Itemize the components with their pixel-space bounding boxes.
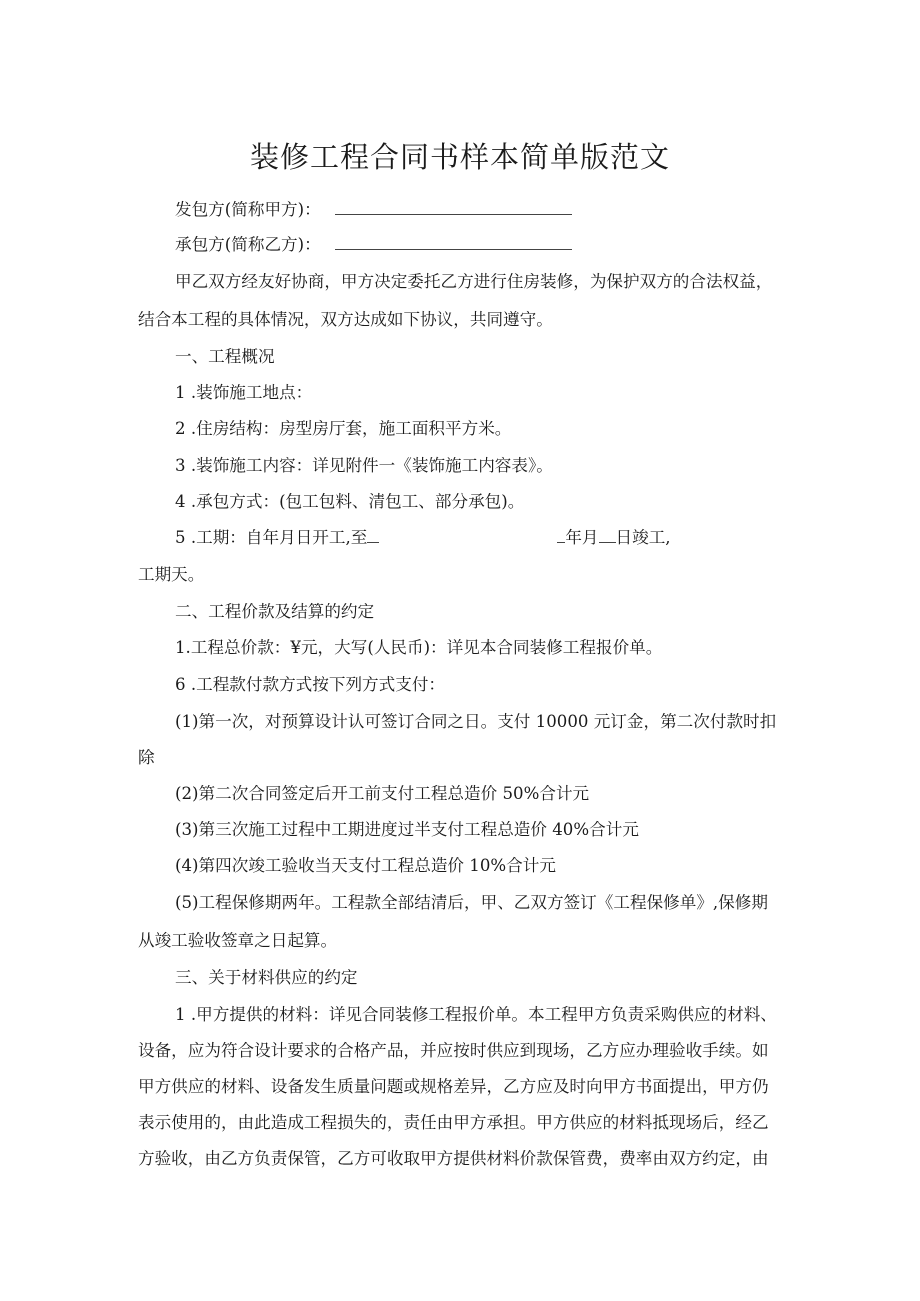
item5-part3: 日竣工, — [615, 528, 671, 547]
intro-line-1: 甲乙双方经友好协商，甲方决定委托乙方进行住房装修，为保护双方的合法权益， — [175, 272, 773, 291]
party-a-line — [175, 198, 572, 222]
item5-part1: 5 .工期：自年月日开工,至 — [175, 528, 368, 547]
payment-5-line-2: 从竣工验收签章之日起算。 — [138, 931, 338, 950]
section1-item-2: 2 .住房结构：房型房厅套，施工面积平方米。 — [175, 419, 512, 438]
payment-3: (3)第三次施工过程中工期进度过半支付工程总造价 40%合计元 — [175, 820, 639, 839]
section2-item-6: 6 .工程款付款方式按下列方式支付： — [175, 675, 446, 694]
item5-part2: 年月 — [565, 528, 599, 547]
section3-para-line-5: 方验收，由乙方负责保管，乙方可收取甲方提供材料价款保管费，费率由双方约定，由 — [138, 1149, 769, 1168]
section1-item-5-cont: 工期天。 — [138, 565, 205, 584]
payment-2: (2)第二次合同签定后开工前支付工程总造价 50%合计元 — [175, 784, 590, 803]
section2-item-1: 1.工程总价款：¥元，大写(人民币)：详见本合同装修工程报价单。 — [175, 638, 663, 657]
section1-heading: 一、工程概况 — [175, 347, 275, 366]
party-a-label: 发包方(简称甲方)： — [175, 200, 321, 219]
section3-para-line-2: 设备，应为符合设计要求的合格产品，并应按时供应到现场，乙方应办理验收手续。如 — [138, 1041, 769, 1060]
party-b-label: 承包方(简称乙方)： — [175, 235, 321, 254]
section2-heading: 二、工程价款及结算的约定 — [175, 602, 375, 621]
item5-blank-day — [599, 528, 616, 543]
party-a-blank — [335, 200, 572, 215]
payment-5-line-1: (5)工程保修期两年。工程款全部结清后，甲、乙双方签订《工程保修单》,保修期 — [175, 893, 768, 912]
payment-1-line-1: (1)第一次，对预算设计认可签订合同之日。支付 10000 元订金，第二次付款时扣 — [175, 712, 777, 731]
section1-item-3: 3 .装饰施工内容：详见附件一《装饰施工内容表》。 — [175, 456, 553, 475]
section3-para-line-4: 表示使用的，由此造成工程损失的，责任由甲方承担。甲方供应的材料抵现场后，经乙 — [138, 1113, 769, 1132]
party-b-blank — [335, 235, 572, 250]
payment-1-line-2: 除 — [138, 748, 155, 767]
section3-heading: 三、关于材料供应的约定 — [175, 968, 358, 987]
section1-item-5 — [175, 526, 671, 550]
section1-item-1: 1 .装饰施工地点： — [175, 383, 313, 402]
section1-item-4: 4 .承包方式：(包工包料、清包工、部分承包)。 — [175, 492, 525, 511]
document-title: 装修工程合同书样本简单版范文 — [249, 140, 670, 174]
item5-blank-start — [367, 528, 379, 543]
section3-para-line-1: 1 .甲方提供的材料：详见合同装修工程报价单。本工程甲方负责采购供应的材料、 — [175, 1005, 777, 1024]
party-b-line — [175, 233, 572, 257]
payment-4: (4)第四次竣工验收当天支付工程总造价 10%合计元 — [175, 856, 556, 875]
section3-para-line-3: 甲方供应的材料、设备发生质量问题或规格差异，乙方应及时向甲方书面提出，甲方仍 — [138, 1077, 769, 1096]
intro-line-2: 结合本工程的具体情况，双方达成如下协议，共同遵守。 — [138, 310, 553, 329]
